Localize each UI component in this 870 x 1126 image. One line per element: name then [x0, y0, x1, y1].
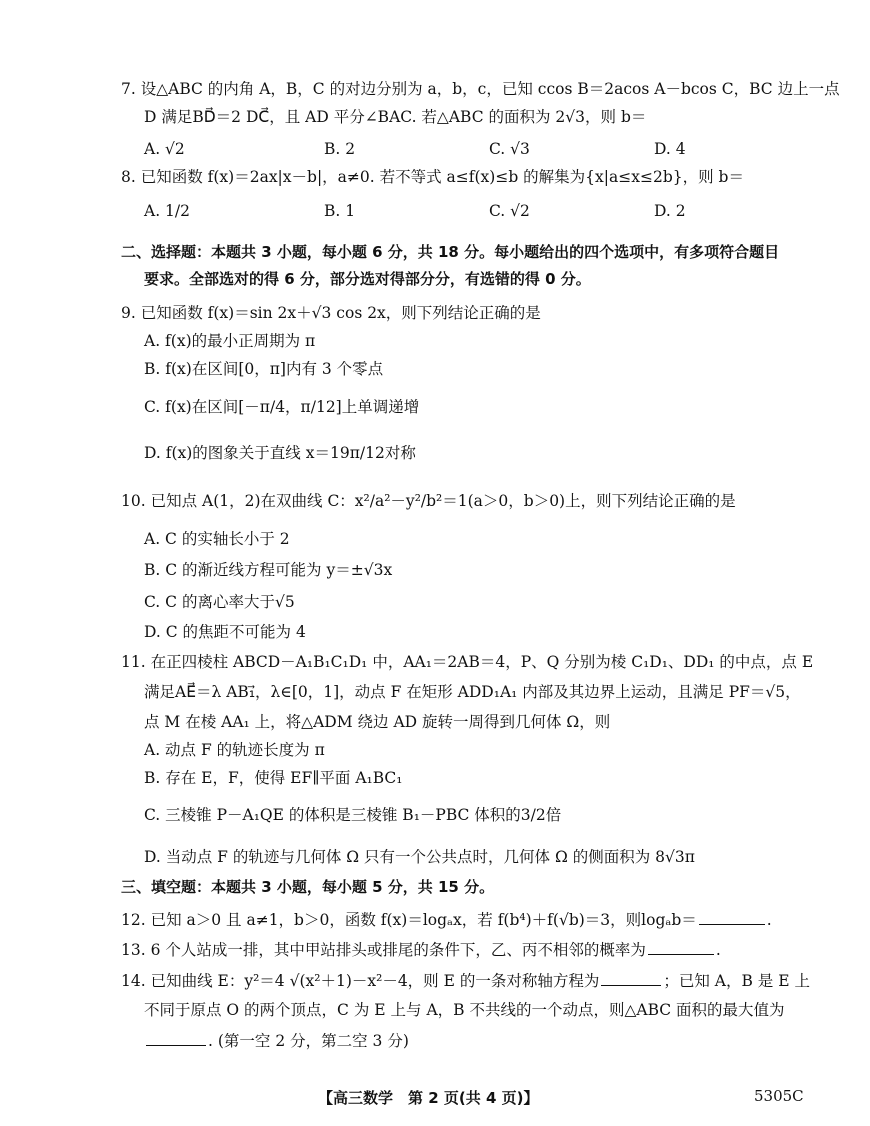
q10-option-d[interactable]: D. C 的焦距不可能为 4: [144, 623, 306, 641]
q7-option-c[interactable]: C. √3: [489, 140, 530, 158]
q8-option-d[interactable]: D. 2: [654, 202, 686, 220]
q13-line: [121, 938, 721, 961]
q10-stem: 10. 已知点 A(1，2)在双曲线 C：x²/a²－y²/b²＝1(a＞0，b＞0)上，则下列结论正确的是: [121, 492, 736, 510]
q7-option-d[interactable]: D. 4: [654, 140, 686, 158]
q12-line: [121, 908, 772, 931]
paper-code: 5305C: [754, 1087, 804, 1105]
section2-heading-line2: 要求。全部选对的得 6 分，部分选对得部分分，有选错的得 0 分。: [144, 270, 591, 288]
q7-stem-line1: 7. 设△ABC 的内角 A，B，C 的对边分别为 a，b，c，已知 ccos B＝2acos A－bcos C，BC 边上一点: [121, 80, 840, 98]
q11-option-a[interactable]: A. 动点 F 的轨迹长度为 π: [144, 741, 325, 759]
q14-text-b: ；已知 A，B 是 E 上: [663, 972, 810, 990]
q11-stem-line1: 11. 在正四棱柱 ABCD－A₁B₁C₁D₁ 中，AA₁＝2AB＝4，P、Q 分别为棱 C₁D₁、DD₁ 的中点，点 E: [121, 653, 814, 671]
q7-stem-line2: D 满足BD⃗＝2 DC⃗，且 AD 平分∠BAC. 若△ABC 的面积为 2√3，则 b＝: [144, 108, 647, 126]
q12-end: .: [766, 911, 772, 929]
q13-answer-blank[interactable]: [648, 938, 714, 955]
q7-options: [144, 136, 744, 164]
q7-option-a[interactable]: A. √2: [144, 140, 185, 158]
q13-text: 13. 6 个人站成一排，其中甲站排头或排尾的条件下，乙、丙不相邻的概率为: [121, 941, 646, 959]
q14-text-c: . (第一空 2 分，第二空 3 分): [208, 1032, 409, 1050]
q13-end: .: [715, 941, 721, 959]
q9-stem: 9. 已知函数 f(x)＝sin 2x＋√3 cos 2x，则下列结论正确的是: [121, 304, 541, 322]
section2-heading-line1: 二、选择题：本题共 3 小题，每小题 6 分，共 18 分。每小题给出的四个选项中，有多项符合题目: [121, 243, 780, 261]
q9-option-a[interactable]: A. f(x)的最小正周期为 π: [144, 332, 316, 350]
q14-text-a: 14. 已知曲线 E：y²＝4 √(x²＋1)－x²－4，则 E 的一条对称轴方程为: [121, 972, 600, 990]
q11-option-d[interactable]: D. 当动点 F 的轨迹与几何体 Ω 只有一个公共点时，几何体 Ω 的侧面积为 8√3π: [144, 848, 695, 866]
q10-option-b[interactable]: B. C 的渐近线方程可能为 y＝±√3x: [144, 561, 393, 579]
q9-option-c[interactable]: C. f(x)在区间[－π/4，π/12]上单调递增: [144, 398, 420, 416]
q14-line1: [121, 969, 810, 992]
q10-option-a[interactable]: A. C 的实轴长小于 2: [144, 530, 290, 548]
q11-stem-line2: 满足AE⃗＝λ AB₁⃗，λ∈[0，1]，动点 F 在矩形 ADD₁A₁ 内部及其边界上运动，且满足 PF＝√5，: [144, 683, 801, 701]
q8-options: [144, 198, 744, 226]
q8-option-b[interactable]: B. 1: [324, 202, 356, 220]
q14-line3: [144, 1029, 409, 1052]
q7-option-b[interactable]: B. 2: [324, 140, 356, 158]
q10-option-c[interactable]: C. C 的离心率大于√5: [144, 593, 295, 611]
q9-option-b[interactable]: B. f(x)在区间[0，π]内有 3 个零点: [144, 360, 384, 378]
q12-answer-blank[interactable]: [699, 908, 765, 925]
q11-option-b[interactable]: B. 存在 E，F，使得 EF∥平面 A₁BC₁: [144, 769, 403, 787]
q9-option-d[interactable]: D. f(x)的图象关于直线 x＝19π/12对称: [144, 444, 416, 462]
q8-stem: 8. 已知函数 f(x)＝2ax|x－b|，a≠0. 若不等式 a≤f(x)≤b 的解集为{x|a≤x≤2b}，则 b＝: [121, 168, 744, 186]
q11-stem-line3: 点 M 在棱 AA₁ 上，将△ADM 绕边 AD 旋转一周得到几何体 Ω，则: [144, 713, 611, 731]
q8-option-c[interactable]: C. √2: [489, 202, 530, 220]
q14-answer-blank-2[interactable]: [146, 1029, 206, 1046]
q14-answer-blank-1[interactable]: [601, 969, 661, 986]
section3-heading: 三、填空题：本题共 3 小题，每小题 5 分，共 15 分。: [121, 878, 495, 896]
q14-line2: 不同于原点 O 的两个顶点，C 为 E 上与 A，B 不共线的一个动点，则△ABC 面积的最大值为: [144, 1001, 785, 1019]
q12-text: 12. 已知 a＞0 且 a≠1，b＞0，函数 f(x)＝logₐx，若 f(b⁴)＋f(√b)＝3，则logₐb＝: [121, 911, 697, 929]
q11-option-c[interactable]: C. 三棱锥 P－A₁QE 的体积是三棱锥 B₁－PBC 体积的3/2倍: [144, 806, 562, 824]
q8-option-a[interactable]: A. 1/2: [144, 202, 190, 220]
page-footer: 【高三数学 第 2 页(共 4 页)】: [318, 1089, 539, 1107]
